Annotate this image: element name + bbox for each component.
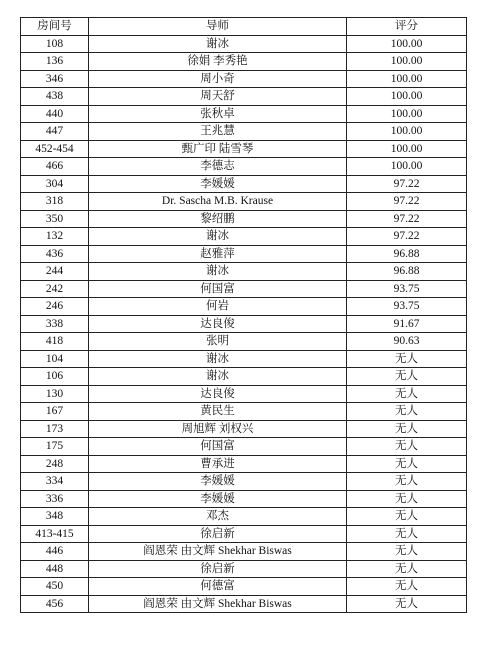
- tutor-cell: 何岩: [89, 298, 347, 316]
- score-cell: 96.88: [347, 245, 467, 263]
- room-cell: 350: [21, 210, 89, 228]
- score-cell: 91.67: [347, 315, 467, 333]
- tutor-cell: 周旭辉 刘权兴: [89, 420, 347, 438]
- room-cell: 440: [21, 105, 89, 123]
- score-cell: 无人: [347, 595, 467, 613]
- score-cell: 100.00: [347, 158, 467, 176]
- tutor-cell: 徐启新: [89, 525, 347, 543]
- tutor-cell: 何德富: [89, 578, 347, 596]
- room-cell: 466: [21, 158, 89, 176]
- room-cell: 132: [21, 228, 89, 246]
- room-cell: 447: [21, 123, 89, 141]
- score-cell: 96.88: [347, 263, 467, 281]
- table-row: [21, 455, 467, 473]
- table-row: [21, 490, 467, 508]
- score-cell: 无人: [347, 473, 467, 491]
- room-cell: 318: [21, 193, 89, 211]
- table-row: [21, 193, 467, 211]
- tutor-cell: 周小奇: [89, 70, 347, 88]
- score-cell: 97.22: [347, 228, 467, 246]
- score-cell: 无人: [347, 543, 467, 561]
- tutor-cell: 何国富: [89, 438, 347, 456]
- tutor-cell: 甄广印 陆雪琴: [89, 140, 347, 158]
- table-row: [21, 473, 467, 491]
- room-cell: 448: [21, 560, 89, 578]
- table-row: [21, 70, 467, 88]
- table-row: [21, 438, 467, 456]
- table-row: [21, 245, 467, 263]
- score-cell: 无人: [347, 438, 467, 456]
- table-row: [21, 53, 467, 71]
- room-cell: 167: [21, 403, 89, 421]
- tutor-cell: 周天舒: [89, 88, 347, 106]
- score-cell: 100.00: [347, 123, 467, 141]
- room-cell: 336: [21, 490, 89, 508]
- tutor-cell: 徐启新: [89, 560, 347, 578]
- table-row: [21, 403, 467, 421]
- table-row: [21, 595, 467, 613]
- header-score: 评分: [347, 18, 467, 36]
- score-cell: 无人: [347, 490, 467, 508]
- room-cell: 413-415: [21, 525, 89, 543]
- tutor-cell: 赵雅萍: [89, 245, 347, 263]
- score-cell: 100.00: [347, 140, 467, 158]
- score-cell: 100.00: [347, 53, 467, 71]
- tutor-cell: 阎恩荣 由文辉 Shekhar Biswas: [89, 543, 347, 561]
- score-cell: 无人: [347, 403, 467, 421]
- tutor-cell: 谢冰: [89, 350, 347, 368]
- tutor-cell: 张秋卓: [89, 105, 347, 123]
- score-cell: 100.00: [347, 35, 467, 53]
- tutor-cell: Dr. Sascha M.B. Krause: [89, 193, 347, 211]
- table-row: [21, 525, 467, 543]
- table-row: [21, 298, 467, 316]
- table-row: [21, 140, 467, 158]
- score-cell: 97.22: [347, 210, 467, 228]
- room-score-table: [20, 17, 467, 613]
- tutor-cell: 曹承进: [89, 455, 347, 473]
- tutor-cell: 谢冰: [89, 368, 347, 386]
- score-cell: 无人: [347, 385, 467, 403]
- tutor-cell: 李媛媛: [89, 473, 347, 491]
- table-row: [21, 350, 467, 368]
- table-row: [21, 578, 467, 596]
- table-row: [21, 123, 467, 141]
- room-cell: 438: [21, 88, 89, 106]
- header-room: 房间号: [21, 18, 89, 36]
- room-cell: 436: [21, 245, 89, 263]
- score-cell: 100.00: [347, 70, 467, 88]
- room-cell: 173: [21, 420, 89, 438]
- room-cell: 104: [21, 350, 89, 368]
- room-cell: 242: [21, 280, 89, 298]
- room-cell: 136: [21, 53, 89, 71]
- score-cell: 无人: [347, 455, 467, 473]
- score-cell: 100.00: [347, 105, 467, 123]
- score-cell: 无人: [347, 578, 467, 596]
- room-cell: 248: [21, 455, 89, 473]
- table-row: [21, 385, 467, 403]
- room-cell: 338: [21, 315, 89, 333]
- tutor-cell: 达良俊: [89, 315, 347, 333]
- table-row: [21, 210, 467, 228]
- score-cell: 90.63: [347, 333, 467, 351]
- tutor-cell: 黎绍鹏: [89, 210, 347, 228]
- table-row: [21, 420, 467, 438]
- room-cell: 175: [21, 438, 89, 456]
- room-cell: 346: [21, 70, 89, 88]
- room-cell: 108: [21, 35, 89, 53]
- score-cell: 无人: [347, 420, 467, 438]
- table-row: [21, 35, 467, 53]
- tutor-cell: 李媛媛: [89, 175, 347, 193]
- score-cell: 93.75: [347, 280, 467, 298]
- tutor-cell: 黄民生: [89, 403, 347, 421]
- table-row: [21, 263, 467, 281]
- tutor-cell: 王兆慧: [89, 123, 347, 141]
- table-row: [21, 228, 467, 246]
- room-cell: 418: [21, 333, 89, 351]
- score-cell: 无人: [347, 560, 467, 578]
- table-row: [21, 280, 467, 298]
- tutor-cell: 谢冰: [89, 228, 347, 246]
- table-row: [21, 543, 467, 561]
- room-cell: 246: [21, 298, 89, 316]
- room-cell: 446: [21, 543, 89, 561]
- room-cell: 348: [21, 508, 89, 526]
- score-cell: 无人: [347, 350, 467, 368]
- room-cell: 450: [21, 578, 89, 596]
- score-cell: 97.22: [347, 193, 467, 211]
- table-header-row: [21, 18, 467, 36]
- score-cell: 无人: [347, 508, 467, 526]
- tutor-cell: 谢冰: [89, 263, 347, 281]
- score-cell: 93.75: [347, 298, 467, 316]
- room-cell: 304: [21, 175, 89, 193]
- table-row: [21, 368, 467, 386]
- tutor-cell: 李德志: [89, 158, 347, 176]
- score-cell: 无人: [347, 525, 467, 543]
- table-row: [21, 105, 467, 123]
- room-cell: 452-454: [21, 140, 89, 158]
- room-cell: 456: [21, 595, 89, 613]
- tutor-cell: 阎恩荣 由文辉 Shekhar Biswas: [89, 595, 347, 613]
- table-row: [21, 508, 467, 526]
- room-cell: 244: [21, 263, 89, 281]
- room-cell: 106: [21, 368, 89, 386]
- room-cell: 334: [21, 473, 89, 491]
- table-row: [21, 560, 467, 578]
- room-cell: 130: [21, 385, 89, 403]
- tutor-cell: 达良俊: [89, 385, 347, 403]
- tutor-cell: 李媛媛: [89, 490, 347, 508]
- table-row: [21, 158, 467, 176]
- score-cell: 100.00: [347, 88, 467, 106]
- table-row: [21, 333, 467, 351]
- header-tutor: 导师: [89, 18, 347, 36]
- tutor-cell: 邓杰: [89, 508, 347, 526]
- table-row: [21, 175, 467, 193]
- score-cell: 无人: [347, 368, 467, 386]
- table-row: [21, 315, 467, 333]
- tutor-cell: 徐娟 李秀艳: [89, 53, 347, 71]
- tutor-cell: 张明: [89, 333, 347, 351]
- score-cell: 97.22: [347, 175, 467, 193]
- table-row: [21, 88, 467, 106]
- tutor-cell: 何国富: [89, 280, 347, 298]
- tutor-cell: 谢冰: [89, 35, 347, 53]
